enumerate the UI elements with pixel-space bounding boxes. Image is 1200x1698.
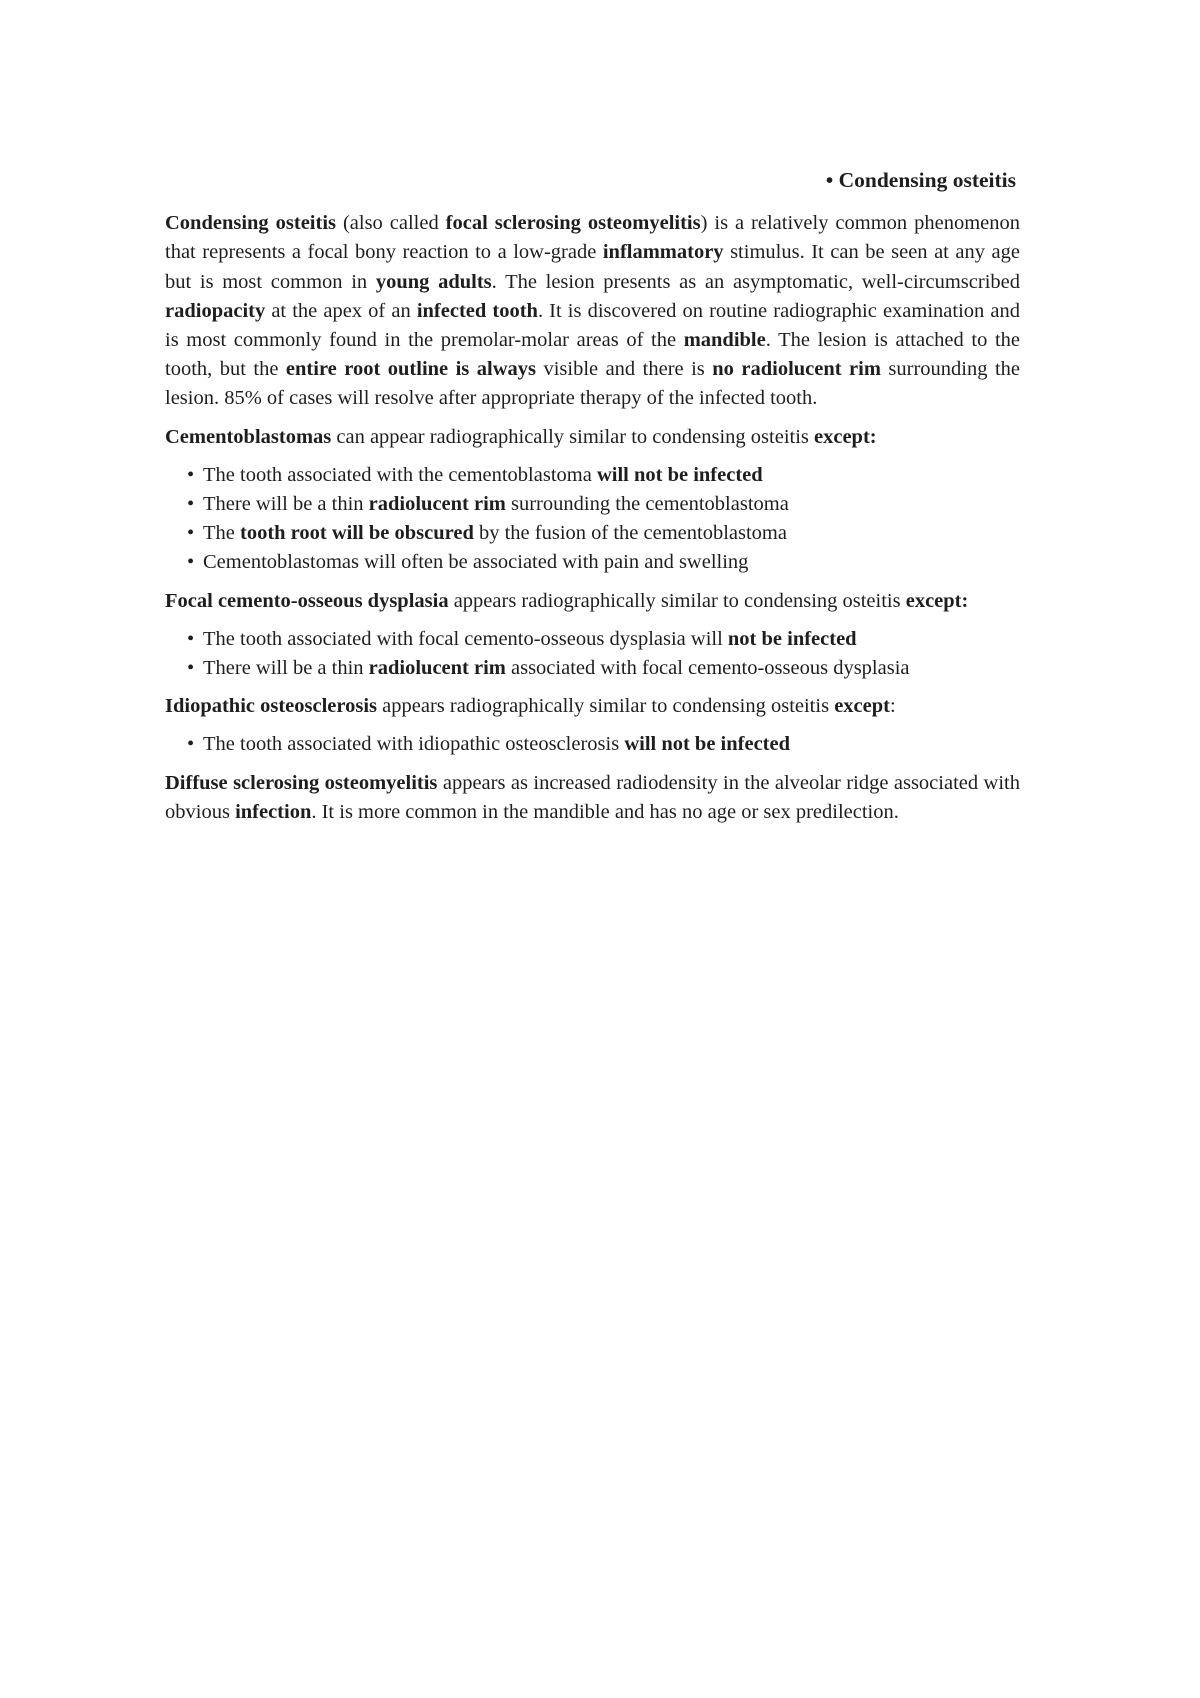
list-item-text: Cementoblastomas will often be associated with pain and swelling [203,551,749,574]
intro-paragraph-text: at the apex of an [265,299,417,322]
list-item-bold-term: not be infected [727,627,857,650]
comparison-list [165,423,1020,760]
intro-paragraph-text: visible and there is [535,358,713,381]
focal-cemento-osseous-dysplasia-lead-bold-term: except: [905,589,969,612]
list-item-text: The tooth associated with idiopathic osteosclerosis [203,733,625,756]
idiopathic-osteosclerosis-bullet-list [165,730,1020,759]
list-item [187,461,1020,490]
section-heading: • Condensing osteitis [825,168,1016,192]
list-item-text: There will be a thin [203,493,369,516]
bullet-icon: • [187,627,195,650]
intro-paragraph-bold-term: inflammatory [602,241,724,264]
intro-paragraph-bold-term: young adults [375,270,492,293]
intro-paragraph-bold-term: mandible [683,329,766,352]
list-item [187,625,1020,654]
list-item [187,519,1020,548]
document-page [165,166,1020,836]
focal-cemento-osseous-dysplasia-lead-text: appears radiographically similar to condensing osteitis [448,589,906,612]
focal-cemento-osseous-dysplasia-lead [165,587,1020,616]
closing-paragraph-bold-term: infection [235,800,312,823]
intro-paragraph [165,209,1020,413]
intro-paragraph-text: surrounding the lesion. 85% of cases will resolve after appropriate therapy of the infected tooth. [165,358,1020,410]
intro-paragraph-text: . It is discovered on routine radiographic examination and is most commonly found in the premolar-molar areas of the [165,299,1020,352]
closing-paragraph [165,769,1020,827]
list-item-bold-term: will not be infected [624,733,791,756]
closing-paragraph-text: . It is more common in the mandible and has no age or sex predilection. [311,800,899,823]
intro-paragraph-bold-term: Condensing osteitis [165,212,336,235]
idiopathic-osteosclerosis-lead-bold-term: except [834,695,890,718]
idiopathic-osteosclerosis-lead-text: appears radiographically similar to condensing osteitis [377,695,835,718]
intro-paragraph-text: (also called [336,212,446,235]
closing-paragraph-bold-term: Diffuse sclerosing osteomyelitis [165,771,438,794]
idiopathic-osteosclerosis-lead [165,692,1020,721]
intro-paragraph-bold-term: entire root outline is always [285,358,536,381]
intro-paragraph-text: ) is a relatively common phenomenon that represents a focal bony reaction to a low-grade [165,212,1021,264]
bullet-icon: • [187,463,195,486]
intro-paragraph-bold-term: focal sclerosing osteomyelitis [445,212,701,235]
list-item-bold-term: radiolucent rim [368,493,506,516]
intro-paragraph-text: stimulus. It can be seen at any age but is most common in [165,241,1020,293]
intro-paragraph-text: . The lesion is attached to the tooth, but the [165,329,1020,381]
list-item-bold-term: radiolucent rim [368,657,506,680]
cementoblastoma-lead [165,423,1020,452]
idiopathic-osteosclerosis-lead-text: : [889,695,896,718]
list-item [187,730,1020,759]
closing-paragraph-text: appears as increased radiodensity in the alveolar ridge associated with obvious [165,771,1020,823]
list-item-text: The tooth associated with the cementoblastoma [203,463,597,486]
focal-cemento-osseous-dysplasia-bullet-list [165,625,1020,683]
list-item-text: by the fusion of the cementoblastoma [473,522,787,545]
intro-paragraph-bold-term: infected tooth [416,299,538,322]
cementoblastoma-lead-bold-term: except: [814,425,877,448]
bullet-icon: • [187,551,195,574]
intro-paragraph-bold-term: radiopacity [165,299,266,322]
cementoblastoma-bullet-list [165,461,1020,578]
list-item [187,490,1020,519]
list-item-text: The [203,522,240,545]
cementoblastoma-lead-bold-term: Cementoblastomas [165,425,332,448]
list-item-bold-term: will not be infected [596,463,763,486]
idiopathic-osteosclerosis-lead-bold-term: Idiopathic osteosclerosis [165,695,378,718]
list-item-text: associated with focal cemento-osseous dysplasia [505,657,910,680]
bullet-icon: • [187,733,195,756]
list-item-text: There will be a thin [203,657,369,680]
intro-paragraph-bold-term: no radiolucent rim [712,358,881,381]
bullet-icon: • [187,657,195,680]
list-item [187,654,1020,683]
focal-cemento-osseous-dysplasia-lead-bold-term: Focal cemento-osseous dysplasia [165,589,449,612]
list-item-text: surrounding the cementoblastoma [505,493,789,516]
intro-paragraph-text: . The lesion presents as an asymptomatic, well-circumscribed [491,270,1020,293]
bullet-icon: • [187,522,195,545]
bullet-icon: • [187,493,195,516]
cementoblastoma-lead-text: can appear radiographically similar to condensing osteitis [331,425,815,448]
list-item [187,548,1020,577]
list-item-bold-term: tooth root will be obscured [240,522,474,545]
list-item-text: The tooth associated with focal cemento-osseous dysplasia will [203,627,728,650]
